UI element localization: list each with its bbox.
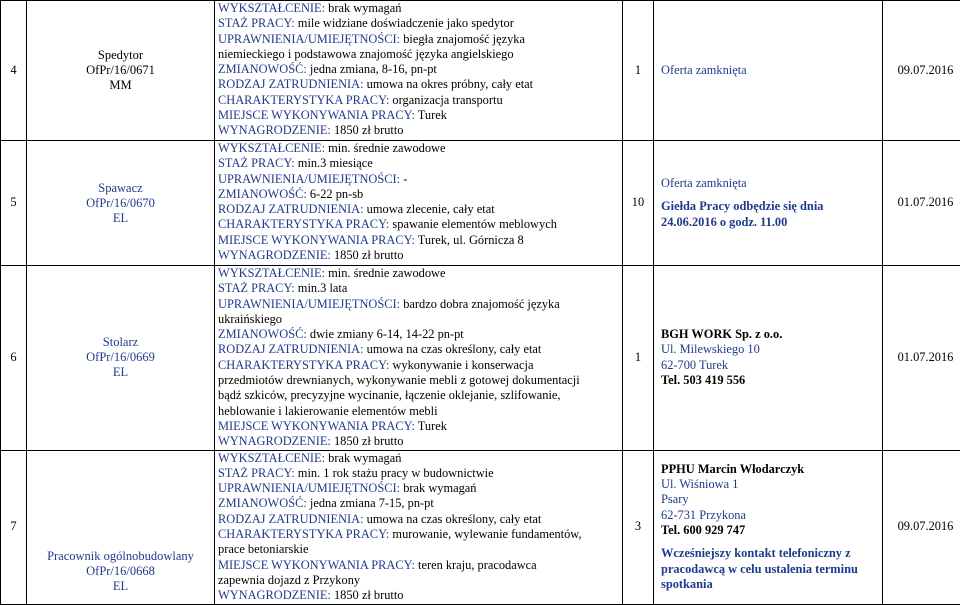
req-line: bądź szkiców, precyzyjne wycinanie, łączenie oklejanie, szlifowanie, <box>218 388 622 403</box>
row-number: 5 <box>1 141 27 266</box>
vacancy-count: 1 <box>623 1 654 141</box>
req-line: WYKSZTAŁCENIE: brak wymagań <box>218 1 622 16</box>
req-line: WYNAGRODZENIE: 1850 zł brutto <box>218 588 622 603</box>
req-line: zapewnia dojazd z Przykony <box>218 573 622 588</box>
position-cell <box>27 141 215 266</box>
offer-code: OfPr/16/0671 <box>27 63 214 78</box>
vacancy-count: 10 <box>623 141 654 266</box>
employer-city: 62-731 Przykona <box>661 508 882 523</box>
valid-until-date: 09.07.2016 <box>883 450 960 604</box>
row-number: 7 <box>1 450 27 604</box>
employer-town: Psary <box>661 492 882 507</box>
employer-street: Ul. Wiśniowa 1 <box>661 477 882 492</box>
offer-initials: EL <box>27 579 214 594</box>
row-number: 4 <box>1 1 27 141</box>
position-cell <box>27 266 215 451</box>
req-line: UPRAWNIENIA/UMIEJĘTNOŚCI: - <box>218 172 622 187</box>
req-line: RODZAJ ZATRUDNIENIA: umowa na czas określony, cały etat <box>218 512 622 527</box>
req-line: CHARAKTERYSTYKA PRACY: murowanie, wylewanie fundamentów, <box>218 527 622 542</box>
job-fair-date: 24.06.2016 o godz. 11.00 <box>661 215 882 230</box>
position-title: Pracownik ogólnobudowlany <box>27 549 214 564</box>
contact-note: pracodawcą w celu ustalenia terminu <box>661 562 882 577</box>
req-line: ZMIANOWOŚĆ: 6-22 pn-sb <box>218 187 622 202</box>
position-title: Stolarz <box>27 335 214 350</box>
req-line: WYNAGRODZENIE: 1850 zł brutto <box>218 248 622 263</box>
table-row <box>1 141 960 266</box>
req-line: ZMIANOWOŚĆ: dwie zmiany 6-14, 14-22 pn-pt <box>218 327 622 342</box>
offer-code: OfPr/16/0670 <box>27 196 214 211</box>
req-line: STAŻ PRACY: min.3 miesiące <box>218 156 622 171</box>
req-line: prace betoniarskie <box>218 542 622 557</box>
req-line: niemieckiego i podstawowa znajomość języka angielskiego <box>218 47 622 62</box>
requirements-cell <box>215 141 623 266</box>
table-row <box>1 266 960 451</box>
req-line: CHARAKTERYSTYKA PRACY: organizacja transportu <box>218 93 622 108</box>
req-line: WYKSZTAŁCENIE: brak wymagań <box>218 451 622 466</box>
req-line: UPRAWNIENIA/UMIEJĘTNOŚCI: biegła znajomość języka <box>218 32 622 47</box>
employer-city: 62-700 Turek <box>661 358 882 373</box>
offer-initials: EL <box>27 365 214 380</box>
req-line: UPRAWNIENIA/UMIEJĘTNOŚCI: brak wymagań <box>218 481 622 496</box>
job-fair-info: Giełda Pracy odbędzie się dnia <box>661 199 882 214</box>
vacancy-count: 3 <box>623 450 654 604</box>
position-cell <box>27 1 215 141</box>
contact-cell <box>654 266 883 451</box>
req-line: ukraińskiego <box>218 312 622 327</box>
vacancy-count: 1 <box>623 266 654 451</box>
row-number: 6 <box>1 266 27 451</box>
req-line: MIEJSCE WYKONYWANIA PRACY: Turek, ul. Górnicza 8 <box>218 233 622 248</box>
req-line: UPRAWNIENIA/UMIEJĘTNOŚCI: bardzo dobra znajomość języka <box>218 297 622 312</box>
req-line: CHARAKTERYSTYKA PRACY: wykonywanie i konserwacja <box>218 358 622 373</box>
req-line: RODZAJ ZATRUDNIENIA: umowa na okres próbny, cały etat <box>218 77 622 92</box>
employer-phone: Tel. 600 929 747 <box>661 523 882 538</box>
employer-phone: Tel. 503 419 556 <box>661 373 882 388</box>
contact-cell <box>654 1 883 141</box>
position-cell <box>27 450 215 604</box>
req-line: ZMIANOWOŚĆ: jedna zmiana 7-15, pn-pt <box>218 496 622 511</box>
contact-note: spotkania <box>661 577 882 592</box>
offer-initials: EL <box>27 211 214 226</box>
valid-until-date: 09.07.2016 <box>883 1 960 141</box>
employer-name: PPHU Marcin Włodarczyk <box>661 462 882 477</box>
req-line: heblowanie i lakierowanie elementów mebli <box>218 404 622 419</box>
table-row <box>1 1 960 141</box>
req-line: ZMIANOWOŚĆ: jedna zmiana, 8-16, pn-pt <box>218 62 622 77</box>
req-line: CHARAKTERYSTYKA PRACY: spawanie elementów meblowych <box>218 217 622 232</box>
req-line: MIEJSCE WYKONYWANIA PRACY: Turek <box>218 108 622 123</box>
offer-status: Oferta zamknięta <box>661 176 882 191</box>
offer-status: Oferta zamknięta <box>661 63 747 77</box>
position-title: Spawacz <box>27 181 214 196</box>
offer-code: OfPr/16/0669 <box>27 350 214 365</box>
employer-street: Ul. Milewskiego 10 <box>661 342 882 357</box>
valid-until-date: 01.07.2016 <box>883 141 960 266</box>
contact-cell <box>654 141 883 266</box>
req-line: RODZAJ ZATRUDNIENIA: umowa na czas określony, cały etat <box>218 342 622 357</box>
requirements-cell <box>215 1 623 141</box>
valid-until-date: 01.07.2016 <box>883 266 960 451</box>
req-line: STAŻ PRACY: mile widziane doświadczenie jako spedytor <box>218 16 622 31</box>
position-title: Spedytor <box>27 48 214 63</box>
req-line: MIEJSCE WYKONYWANIA PRACY: Turek <box>218 419 622 434</box>
req-line: STAŻ PRACY: min. 1 rok stażu pracy w budownictwie <box>218 466 622 481</box>
req-line: WYKSZTAŁCENIE: min. średnie zawodowe <box>218 141 622 156</box>
requirements-cell <box>215 266 623 451</box>
req-line: przedmiotów drewnianych, wykonywanie mebli z gotowej dokumentacji <box>218 373 622 388</box>
offer-code: OfPr/16/0668 <box>27 564 214 579</box>
req-line: RODZAJ ZATRUDNIENIA: umowa zlecenie, cały etat <box>218 202 622 217</box>
req-line: WYKSZTAŁCENIE: min. średnie zawodowe <box>218 266 622 281</box>
req-line: MIEJSCE WYKONYWANIA PRACY: teren kraju, pracodawca <box>218 558 622 573</box>
req-line: STAŻ PRACY: min.3 lata <box>218 281 622 296</box>
offer-initials: MM <box>27 78 214 93</box>
contact-note: Wcześniejszy kontakt telefoniczny z <box>661 546 882 561</box>
contact-cell <box>654 450 883 604</box>
req-line: WYNAGRODZENIE: 1850 zł brutto <box>218 434 622 449</box>
req-line: WYNAGRODZENIE: 1850 zł brutto <box>218 123 622 138</box>
employer-name: BGH WORK Sp. z o.o. <box>661 327 882 342</box>
requirements-cell <box>215 450 623 604</box>
table-row <box>1 450 960 604</box>
